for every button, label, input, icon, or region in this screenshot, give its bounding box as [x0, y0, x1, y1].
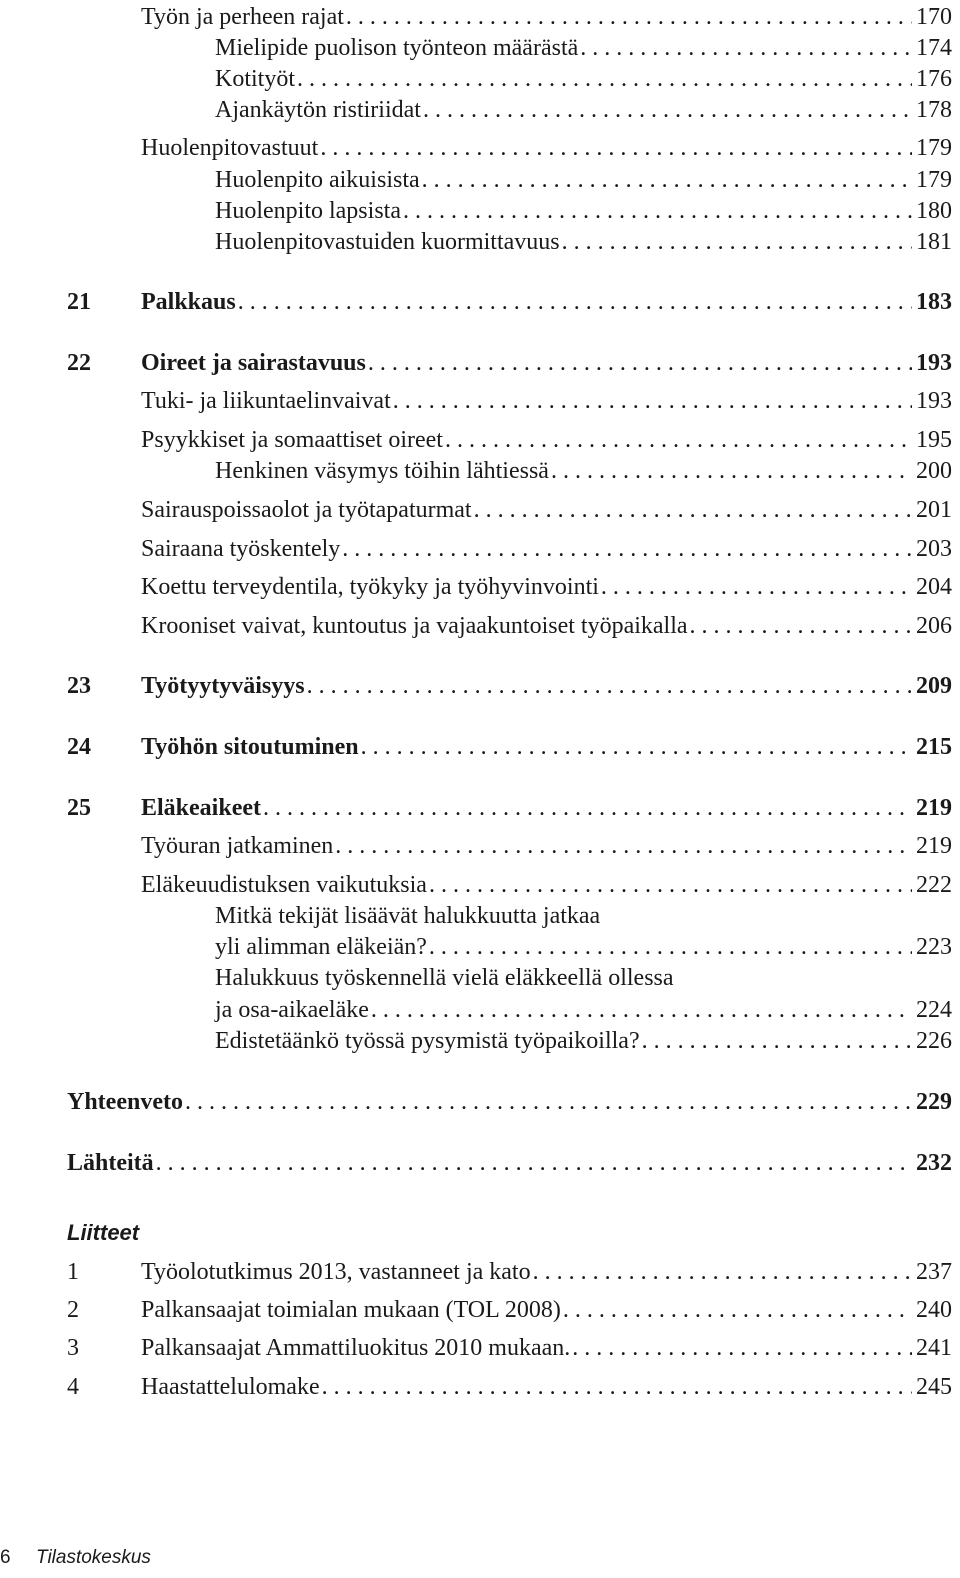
- toc-entry-title: yli alimman eläkeiän?: [215, 934, 427, 960]
- dot-leader: [562, 227, 912, 257]
- toc-entry: [0, 64, 960, 94]
- toc-entry-title: Eläkeaikeet: [141, 795, 261, 821]
- dot-leader: [361, 732, 912, 762]
- toc-entry: [0, 456, 960, 486]
- dot-leader: [429, 870, 912, 900]
- dot-leader: [403, 196, 912, 226]
- appendix-heading: Liitteet: [67, 1220, 140, 1245]
- toc-entry: [0, 165, 960, 195]
- toc-entry-page: 179: [916, 167, 952, 193]
- toc-entry-page: 174: [916, 35, 952, 61]
- dot-leader: [307, 671, 912, 701]
- toc-entry-page: 176: [916, 66, 952, 92]
- dot-leader: [429, 932, 912, 962]
- dot-leader: [445, 425, 912, 455]
- dot-leader: [263, 793, 912, 823]
- appendix-entry: [0, 1257, 960, 1287]
- dot-leader: [297, 64, 912, 94]
- dot-leader: [342, 534, 912, 564]
- toc-entry-page: 195: [916, 427, 952, 453]
- chapter-number: 24: [67, 734, 91, 760]
- appendix-number: 1: [67, 1259, 79, 1285]
- chapter-number: 23: [67, 673, 91, 699]
- dot-leader: [690, 611, 912, 641]
- dot-leader: [368, 348, 912, 378]
- toc-chapter: [0, 1087, 960, 1117]
- dot-leader: [533, 1257, 912, 1287]
- appendix-page: 241: [916, 1335, 952, 1361]
- toc-entry: [0, 611, 960, 641]
- toc-entry-page: 229: [916, 1089, 952, 1115]
- toc-chapter: [0, 793, 960, 823]
- dot-leader: [346, 2, 912, 32]
- toc-entry-title: Ajankäytön ristiriidat: [215, 97, 421, 123]
- toc-entry-title: Koettu terveydentila, työkyky ja työhyvinvointi: [141, 574, 599, 600]
- chapter-number: 21: [67, 289, 91, 315]
- appendix-number: 3: [67, 1335, 79, 1361]
- toc-entry-title-line1: Mitkä tekijät lisäävät halukkuutta jatkaa: [215, 903, 601, 929]
- toc-entry: [0, 386, 960, 416]
- toc-entry: [0, 425, 960, 455]
- toc-entry-page: 219: [916, 833, 952, 859]
- toc-entry-title: Yhteenveto: [67, 1089, 183, 1115]
- toc-entry-title: Edistetäänkö työssä pysymistä työpaikoilla?: [215, 1028, 640, 1054]
- dot-leader: [185, 1087, 912, 1117]
- appendix-entry: [0, 1372, 960, 1402]
- toc-entry-page: 178: [916, 97, 952, 123]
- toc-entry-page: 222: [916, 872, 952, 898]
- toc-entry-title: Palkkaus: [141, 289, 236, 315]
- toc-entry-page: 224: [916, 997, 952, 1023]
- appendix-title: Haastattelulomake: [141, 1374, 320, 1400]
- toc-entry: [0, 33, 960, 63]
- dot-leader: [572, 1333, 912, 1363]
- toc-chapter: [0, 287, 960, 317]
- toc-entry-title: Eläkeuudistuksen vaikutuksia: [141, 872, 427, 898]
- toc-entry-page: 209: [916, 673, 952, 699]
- appendix-title: Palkansaajat Ammattiluokitus 2010 mukaan.: [141, 1335, 571, 1361]
- toc-chapter: [0, 1148, 960, 1178]
- toc-entry-title: Kotityöt: [215, 66, 296, 92]
- footer-publisher: Tilastokeskus: [36, 1547, 151, 1568]
- toc-entry-page: 223: [916, 934, 952, 960]
- dot-leader: [423, 95, 912, 125]
- toc-entry: [0, 2, 960, 32]
- dot-leader: [580, 33, 912, 63]
- toc-entry-page: 201: [916, 497, 952, 523]
- dot-leader: [371, 995, 912, 1025]
- toc-entry: [0, 227, 960, 257]
- dot-leader: [422, 165, 912, 195]
- appendix-page: 245: [916, 1374, 952, 1400]
- toc-chapter: [0, 732, 960, 762]
- dot-leader: [642, 1026, 912, 1056]
- toc-entry-page: 170: [916, 4, 952, 30]
- toc-entry-page: 193: [916, 350, 952, 376]
- toc-entry-page: 179: [916, 135, 952, 161]
- chapter-number: 25: [67, 795, 91, 821]
- toc-entry: [0, 495, 960, 525]
- toc-entry-title: Huolenpitovastuut: [141, 135, 319, 161]
- toc-chapter: [0, 671, 960, 701]
- dot-leader: [601, 572, 912, 602]
- footer-page-number: 6: [0, 1547, 11, 1568]
- toc-entry-title: Lähteitä: [67, 1150, 154, 1176]
- toc-entry-page: 226: [916, 1028, 952, 1054]
- toc-entry-title: Henkinen väsymys töihin lähtiessä: [215, 458, 549, 484]
- toc-entry-title: Työhön sitoutuminen: [141, 734, 359, 760]
- dot-leader: [335, 831, 912, 861]
- toc-entry-title: Mielipide puolison työnteon määrästä: [215, 35, 579, 61]
- dot-leader: [393, 386, 912, 416]
- dot-leader: [322, 1372, 912, 1402]
- toc-entry: [0, 196, 960, 226]
- toc-entry: [0, 133, 960, 163]
- toc-entry-title: Krooniset vaivat, kuntoutus ja vajaakuntoiset työpaikalla: [141, 613, 688, 639]
- appendix-number: 4: [67, 1374, 79, 1400]
- appendix-number: 2: [67, 1297, 79, 1323]
- dot-leader: [474, 495, 912, 525]
- toc-entry: [0, 831, 960, 861]
- dot-leader: [156, 1148, 912, 1178]
- toc-entry-title: Huolenpitovastuiden kuormittavuus: [215, 229, 560, 255]
- toc-entry-page: 204: [916, 574, 952, 600]
- toc-entry-page: 181: [916, 229, 952, 255]
- toc-entry: [0, 572, 960, 602]
- toc-entry: [0, 932, 960, 962]
- toc-entry-page: 200: [916, 458, 952, 484]
- toc-entry-page: 215: [916, 734, 952, 760]
- toc-entry: [0, 1026, 960, 1056]
- dot-leader: [563, 1295, 912, 1325]
- toc-entry: [0, 995, 960, 1025]
- appendix-page: 240: [916, 1297, 952, 1323]
- appendix-title: Työolotutkimus 2013, vastanneet ja kato: [141, 1259, 531, 1285]
- appendix-entry: [0, 1295, 960, 1325]
- appendix-title: Palkansaajat toimialan mukaan (TOL 2008): [141, 1297, 561, 1323]
- toc-entry-title: Tuki- ja liikuntaelinvaivat: [141, 388, 391, 414]
- toc-entry-title: Sairauspoissaolot ja työtapaturmat: [141, 497, 472, 523]
- toc-entry-title: Huolenpito aikuisista: [215, 167, 420, 193]
- dot-leader: [238, 287, 912, 317]
- toc-chapter: [0, 348, 960, 378]
- toc-entry-page: 232: [916, 1150, 952, 1176]
- chapter-number: 22: [67, 350, 91, 376]
- toc-entry: [0, 870, 960, 900]
- toc-entry-title: ja osa-aikaeläke: [215, 997, 369, 1023]
- toc-entry-page: 203: [916, 536, 952, 562]
- toc-entry-title: Sairaana työskentely: [141, 536, 341, 562]
- toc-entry-title: Työtyytyväisyys: [141, 673, 305, 699]
- toc-entry-title: Psyykkiset ja somaattiset oireet: [141, 427, 443, 453]
- toc-entry-page: 193: [916, 388, 952, 414]
- toc-entry-title: Työn ja perheen rajat: [141, 4, 344, 30]
- page-footer: [0, 1545, 151, 1571]
- toc-entry: [0, 534, 960, 564]
- toc-entry-title-line1: Halukkuus työskennellä vielä eläkkeellä ollessa: [215, 965, 674, 991]
- toc-entry-page: 180: [916, 198, 952, 224]
- toc-entry-title: Oireet ja sairastavuus: [141, 350, 366, 376]
- toc-entry: [0, 95, 960, 125]
- toc-entry-page: 206: [916, 613, 952, 639]
- dot-leader: [551, 456, 912, 486]
- toc-entry-page: 183: [916, 289, 952, 315]
- toc-entry-page: 219: [916, 795, 952, 821]
- dot-leader: [320, 133, 912, 163]
- appendix-page: 237: [916, 1259, 952, 1285]
- appendix-entry: [0, 1333, 960, 1363]
- toc-entry-title: Huolenpito lapsista: [215, 198, 401, 224]
- toc-entry-title: Työuran jatkaminen: [141, 833, 334, 859]
